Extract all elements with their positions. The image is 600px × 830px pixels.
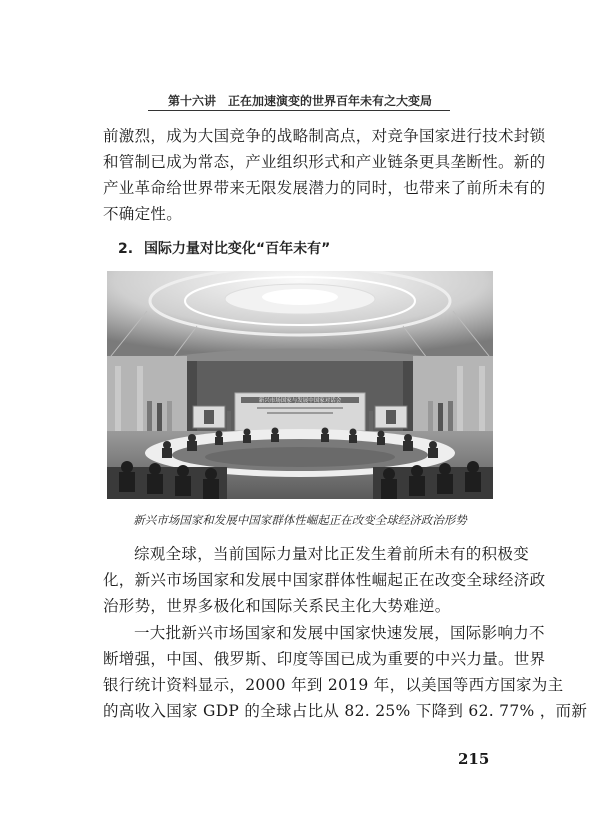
- text-line: 一大批新兴市场国家和发展中国家快速发展，国际影响力不: [134, 624, 545, 642]
- running-header: 第十六讲 正在加速演变的世界百年未有之大变局: [167, 94, 432, 108]
- section-heading: [118, 238, 330, 258]
- text-line: 治形势，世界多极化和国际关系民主化大势难逆。: [103, 597, 451, 615]
- backdrop-banner-text: 新兴市场国家与发展中国家对话会: [258, 398, 342, 404]
- header-divider: [148, 110, 450, 111]
- text-line: 银行统计资料显示，2000 年到 2019 年，以美国等西方国家为主: [103, 676, 564, 694]
- figure-caption: 新兴市场国家和发展中国家群体性崛起正在改变全球经济政治形势: [133, 513, 467, 527]
- section-number: 2.: [118, 241, 134, 257]
- text-line: 综观全球，当前国际力量对比正发生着前所未有的积极变: [134, 545, 530, 563]
- intro-paragraph: [103, 123, 546, 227]
- page-number: 215: [458, 750, 490, 768]
- text-line: 和管制已成为常态，产业组织形式和产业链条更具垄断性。新的: [103, 153, 546, 171]
- text-line: 前激烈，成为大国竞争的战略制高点，对竞争国家进行技术封锁: [103, 127, 546, 145]
- text-line: 不确定性。: [103, 205, 183, 223]
- conference-photo: [107, 271, 493, 499]
- conference-hall-image: [107, 271, 493, 499]
- text-line: 断增强，中国、俄罗斯、印度等国已成为重要的中兴力量。世界: [103, 650, 546, 668]
- body-paragraph-1: [103, 541, 546, 619]
- text-line: 产业革命给世界带来无限发展潜力的同时，也带来了前所未有的: [103, 179, 546, 197]
- body-paragraph-2: [103, 620, 588, 724]
- text-line: 化，新兴市场国家和发展中国家群体性崛起正在改变全球经济政: [103, 571, 546, 589]
- section-title: 国际力量对比变化“百年未有”: [143, 241, 331, 257]
- text-line: 的高收入国家 GDP 的全球占比从 82. 25% 下降到 62. 77% ，而新: [103, 702, 588, 720]
